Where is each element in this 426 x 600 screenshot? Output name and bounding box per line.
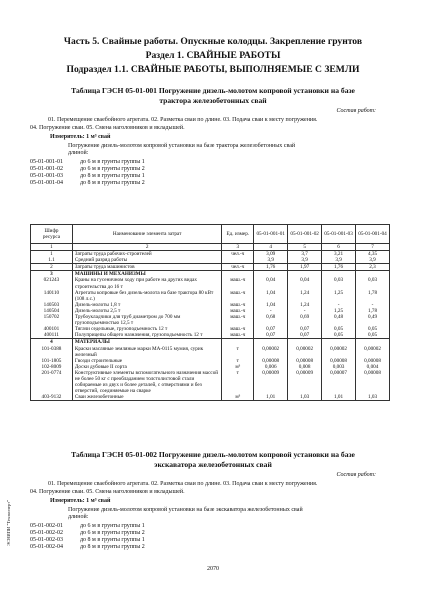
row-name: Доски дубовые II сорта xyxy=(72,364,221,370)
rate-item: 05-01-002-01 до 6 м в грунты группы 1 xyxy=(30,523,145,529)
table2-measure: Измеритель: 1 м³ свай xyxy=(50,498,111,504)
table-row xyxy=(31,277,390,289)
row-value: 1,78 xyxy=(356,290,390,302)
row-name: Затраты труда машинистов xyxy=(72,264,221,271)
table2-composition-label: Состав работ: xyxy=(336,472,376,478)
row-value: 1,24 xyxy=(288,290,322,302)
row-value: 0,00002 xyxy=(322,346,356,358)
row-value: 1,76 xyxy=(322,264,356,271)
row-value: 1,76 xyxy=(254,264,288,271)
header-rate-2: 05-01-001-02 xyxy=(288,225,322,244)
row-code: 102-8009 xyxy=(31,364,73,370)
page-number: 2070 xyxy=(207,566,219,572)
row-value: 0,00002 xyxy=(356,346,390,358)
row-value: 0,49 xyxy=(356,314,390,326)
row-value: 0,03 xyxy=(322,277,356,289)
row-value: 1,03 xyxy=(288,394,322,401)
table-header-row xyxy=(31,225,390,244)
table1-composition-label: Состав работ: xyxy=(336,108,376,114)
table-body xyxy=(31,251,390,401)
header-cipher: Шифр ресурса xyxy=(31,225,73,244)
row-name: Средний разряд работы xyxy=(72,257,221,264)
row-code: 140110 xyxy=(31,290,73,302)
row-value: - xyxy=(288,308,322,314)
row-code: 101-1805 xyxy=(31,358,73,364)
row-unit: чел.-ч xyxy=(222,264,254,271)
row-name: Конструктивные элементы вспомогательного назначения массой не более 50 кг с преобладанием толстолистовой стали собираемые из двух и более деталей, с отверстиями и без отверстий, соединяемые на сварке xyxy=(72,370,221,394)
row-value xyxy=(288,339,322,346)
section-title: Раздел 1. СВАЙНЫЕ РАБОТЫ xyxy=(145,50,281,61)
row-value: 0,68 xyxy=(254,314,288,326)
row-value xyxy=(288,271,322,278)
row-unit: маш.-ч xyxy=(222,326,254,332)
row-value xyxy=(356,271,390,278)
row-value: 0,48 xyxy=(322,314,356,326)
row-name: Краски масляные земляные марки МА-0115 мумия, сурик железный xyxy=(72,346,221,358)
subsection-title: Подраздел 1.1. СВАЙНЫЕ РАБОТЫ, ВЫПОЛНЯЕМЫЕ С ЗЕМЛИ xyxy=(66,64,360,75)
header-name: Наименование элемента затрат xyxy=(72,225,221,244)
table-row xyxy=(31,264,390,271)
row-name: Тягачи седельные, грузоподъемность 12 т xyxy=(72,326,221,332)
table2-work-description: 01. Перемещение сваебойного агрегата. 02. Разметка сваи по длине. 03. Подача сваи к месту погружения. 04. Погружение сваи. 05. Смена наголовников и вкладышей. xyxy=(30,481,318,495)
row-value xyxy=(356,339,390,346)
row-value: 0,04 xyxy=(288,277,322,289)
row-name: Дизель-молоты 2,5 т xyxy=(72,308,221,314)
row-unit: маш.-ч xyxy=(222,277,254,289)
row-unit: маш.-ч xyxy=(222,302,254,308)
row-value: 1,01 xyxy=(254,394,288,401)
row-value: 0,03 xyxy=(356,277,390,289)
part-title: Часть 5. Свайные работы. Опускные колодцы. Закрепление грунтов xyxy=(63,36,363,47)
row-unit: т xyxy=(222,370,254,394)
side-stamp: ЭСНИПИ "Техэксперт" xyxy=(6,500,11,546)
row-value: 4,35 xyxy=(356,251,390,258)
row-name: МАШИНЫ И МЕХАНИЗМЫ xyxy=(72,271,221,278)
row-unit: т xyxy=(222,346,254,358)
table1-rates-list xyxy=(30,159,145,187)
row-code: 4 xyxy=(31,339,73,346)
row-code: 140503 xyxy=(31,302,73,308)
row-unit: чел.-ч xyxy=(222,251,254,258)
row-value: 0,05 xyxy=(356,326,390,332)
rate-item: 05-01-001-01 до 6 м в грунты группы 1 xyxy=(30,159,145,165)
row-value: 0,004 xyxy=(356,364,390,370)
row-value: 3,09 xyxy=(254,251,288,258)
row-value: 3,21 xyxy=(322,251,356,258)
row-value xyxy=(322,271,356,278)
table-row xyxy=(31,332,390,339)
row-code: 1.1 xyxy=(31,257,73,264)
row-name: Агрегаты копровые без дизель-молота на базе трактора 80 кВт (108 л.с.) xyxy=(72,290,221,302)
row-value: 1,01 xyxy=(322,394,356,401)
header-rate-1: 05-01-001-01 xyxy=(254,225,288,244)
row-value: 0,006 xyxy=(254,364,288,370)
row-value: 0,00009 xyxy=(254,370,288,394)
row-name: Сваи железобетонные xyxy=(72,394,221,401)
row-name: Трубоукладчики для труб диаметром до 700 мм грузоподъемностью 12,5 т xyxy=(72,314,221,326)
row-code: 201-0774 xyxy=(31,370,73,394)
row-unit: м³ xyxy=(222,364,254,370)
row-value: 0,00008 xyxy=(254,358,288,364)
table1-title: Таблица ГЭСН 05-01-001 Погружение дизель-молотом копровой установки на базе трактора железобетонных свай xyxy=(71,86,355,105)
row-unit: маш.-ч xyxy=(222,332,254,339)
row-value: 0,00002 xyxy=(254,346,288,358)
row-value: 0,05 xyxy=(322,332,356,339)
column-number-row: 1 2 3 4 5 6 7 xyxy=(31,244,390,251)
table-row xyxy=(31,370,390,394)
row-value: 0,07 xyxy=(254,326,288,332)
row-value: 0,00008 xyxy=(356,358,390,364)
row-unit: маш.-ч xyxy=(222,308,254,314)
row-value: 3,9 xyxy=(322,257,356,264)
row-name: МАТЕРИАЛЫ xyxy=(72,339,221,346)
row-value: 0,05 xyxy=(322,326,356,332)
row-value: 0,00008 xyxy=(322,358,356,364)
row-name: Затраты труда рабочих-строителей xyxy=(72,251,221,258)
row-value: - xyxy=(356,302,390,308)
table1-description: Погружение дизель-молотом копровой установки на базе трактора железобетонных свай длиной: xyxy=(68,143,296,157)
header-unit: Ед. измер. xyxy=(222,225,254,244)
rate-item: 05-01-001-04 до 8 м в грунты группы 2 xyxy=(30,180,145,187)
table-row xyxy=(31,257,390,264)
row-value: 1,03 xyxy=(356,394,390,401)
row-value: 1,25 xyxy=(322,308,356,314)
row-code: 403-9132 xyxy=(31,394,73,401)
header-rate-4: 05-01-001-04 xyxy=(356,225,390,244)
row-value: 0,00007 xyxy=(322,370,356,394)
row-code: 101-0388 xyxy=(31,346,73,358)
rate-item: 05-01-002-02 до 6 м в грунты группы 2 xyxy=(30,530,145,537)
table2-description: Погружение дизель-молотом копровой установки на базе экскаватора железобетонных свай длиной: xyxy=(68,507,303,521)
row-value: 0,07 xyxy=(288,332,322,339)
table-row xyxy=(31,290,390,302)
row-value: - xyxy=(254,308,288,314)
table2-rates-list xyxy=(30,523,145,551)
row-value: 3,9 xyxy=(288,257,322,264)
row-value: 0,07 xyxy=(288,326,322,332)
row-code: 021243 xyxy=(31,277,73,289)
rate-item: 05-01-001-03 до 8 м в грунты группы 1 xyxy=(30,173,145,180)
row-value: 0,003 xyxy=(322,364,356,370)
rate-item: 05-01-002-03 до 8 м в грунты группы 1 xyxy=(30,537,145,544)
row-name: Краны на гусеничном ходу при работе на других видах строительства до 16 т xyxy=(72,277,221,289)
row-name: Полуприцепы общего назначения, грузоподъемность 12 т xyxy=(72,332,221,339)
row-code: 400111 xyxy=(31,332,73,339)
row-value: 1,25 xyxy=(322,290,356,302)
row-value: - xyxy=(322,302,356,308)
row-value xyxy=(254,271,288,278)
row-code: 140504 xyxy=(31,308,73,314)
row-value: 3,9 xyxy=(356,257,390,264)
row-unit: маш.-ч xyxy=(222,290,254,302)
row-value: 0,04 xyxy=(254,277,288,289)
row-value: 0,07 xyxy=(254,332,288,339)
row-value xyxy=(322,339,356,346)
row-code: 2 xyxy=(31,264,73,271)
row-unit xyxy=(222,257,254,264)
row-value: 0,008 xyxy=(288,364,322,370)
row-value: 0,00008 xyxy=(288,358,322,364)
row-value: 0,05 xyxy=(356,332,390,339)
table1-measure: Измеритель: 1 м³ свай xyxy=(50,134,111,140)
row-value: 0,00008 xyxy=(356,370,390,394)
row-value: 2,3 xyxy=(356,264,390,271)
row-value: 1,04 xyxy=(254,302,288,308)
row-unit xyxy=(222,271,254,278)
row-code: 400101 xyxy=(31,326,73,332)
table-row xyxy=(31,339,390,346)
table1-work-description: 01. Перемещение сваебойного агрегата. 02. Разметка сваи по длине. 03. Подача сваи к месту погружения. 04. Погружение сваи. 05. Смена наголовников и вкладышей. xyxy=(30,117,318,131)
row-value: 0,69 xyxy=(288,314,322,326)
table-row xyxy=(31,346,390,358)
row-value: 3,9 xyxy=(254,257,288,264)
row-value: 1,04 xyxy=(254,290,288,302)
header-rate-3: 05-01-001-03 xyxy=(322,225,356,244)
row-name: Дизель-молоты 1,8 т xyxy=(72,302,221,308)
rate-item: 05-01-001-02 до 6 м в грунты группы 2 xyxy=(30,166,145,173)
table-row xyxy=(31,394,390,401)
row-value: 0,00009 xyxy=(288,370,322,394)
row-unit: т xyxy=(222,358,254,364)
row-value: 1,97 xyxy=(288,264,322,271)
row-code: 150702 xyxy=(31,314,73,326)
row-unit: м³ xyxy=(222,394,254,401)
row-unit: маш.-ч xyxy=(222,314,254,326)
row-value xyxy=(254,339,288,346)
row-value: 0,00002 xyxy=(288,346,322,358)
table-row xyxy=(31,314,390,326)
table2-title: Таблица ГЭСН 05-01-002 Погружение дизель-молотом копровой установки на базе экскаватора железобетонных свай xyxy=(71,450,355,469)
row-name: Гвозди строительные xyxy=(72,358,221,364)
row-value: 3,7 xyxy=(288,251,322,258)
row-unit xyxy=(222,339,254,346)
resource-table xyxy=(30,224,390,401)
row-code: 1 xyxy=(31,251,73,258)
rate-item: 05-01-002-04 до 8 м в грунты группы 2 xyxy=(30,544,145,551)
row-code: 3 xyxy=(31,271,73,278)
row-value: 1,78 xyxy=(356,308,390,314)
row-value: 1,24 xyxy=(288,302,322,308)
